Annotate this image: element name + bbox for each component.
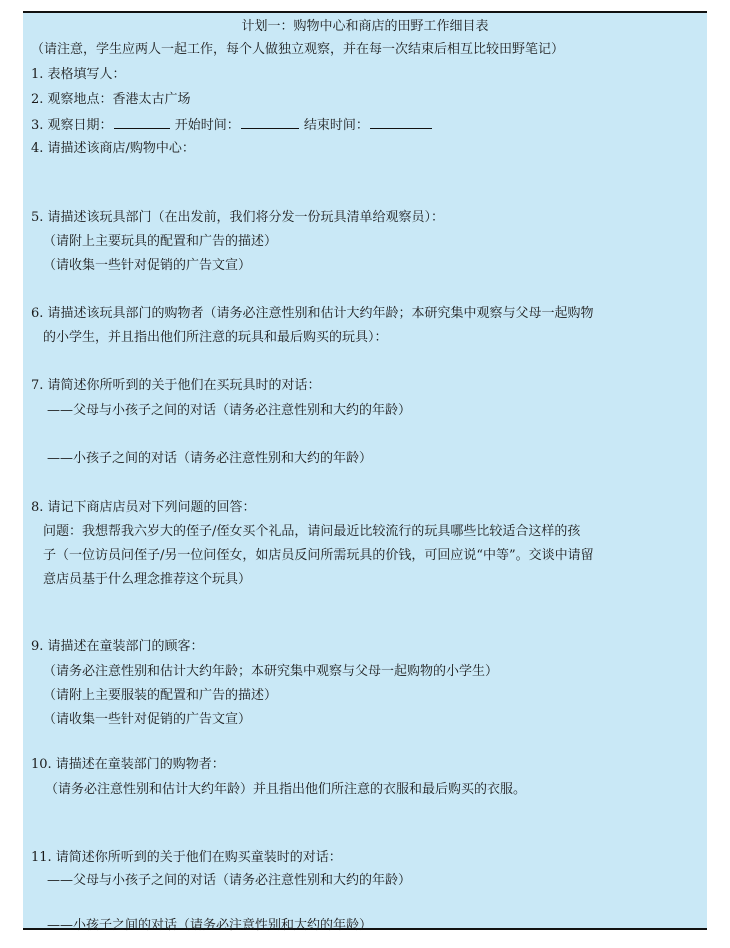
item-5-sub-2: （请收集一些针对促销的广告文宣） bbox=[43, 258, 252, 273]
item-8-line-1: 问题：我想帮我六岁大的侄子/侄女买个礼品，请问最近比较流行的玩具哪些比较适合这样的孩 bbox=[43, 524, 581, 539]
item-4-store: 4. 请描述该商店/购物中心： bbox=[31, 141, 195, 156]
item-8-clerk: 8. 请记下商店店员对下列问题的回答： bbox=[31, 500, 256, 515]
item-11-sub-2: ——小孩子之间的对话（请务必注意性别和大约的年龄） bbox=[47, 918, 373, 933]
item-11-sub-1: ——父母与小孩子之间的对话（请务必注意性别和大约的年龄） bbox=[47, 873, 412, 888]
worksheet-title: 计划一：购物中心和商店的田野工作细目表 bbox=[241, 19, 489, 34]
item-9-sub-3: （请收集一些针对促销的广告文宣） bbox=[43, 712, 252, 727]
item-7-sub-2: ——小孩子之间的对话（请务必注意性别和大约的年龄） bbox=[47, 451, 373, 466]
item-1-filler: 1. 表格填写人： bbox=[31, 67, 126, 82]
worksheet-panel bbox=[23, 11, 707, 933]
item-2-location: 2. 观察地点：香港太古广场 bbox=[31, 92, 191, 107]
item-10-shoppers: 10. 请描述在童装部门的购物者： bbox=[31, 757, 225, 772]
item-9-kids-clothing: 9. 请描述在童装部门的顾客： bbox=[31, 639, 204, 654]
item-11-dialogue: 11. 请简述你所听到的关于他们在购买童装时的对话： bbox=[31, 850, 342, 865]
start-time-label: 开始时间： bbox=[174, 118, 240, 133]
item-6-line-1: 6. 请描述该玩具部门的购物者（请务必注意性别和估计大约年龄；本研究集中观察与父母一起购物 bbox=[31, 306, 594, 321]
end-time-label: 结束时间： bbox=[303, 118, 369, 133]
item-5-toy-dept: 5. 请描述该玩具部门（在出发前，我们将分发一份玩具清单给观察员）： bbox=[31, 210, 445, 225]
item-9-sub-1: （请务必注意性别和估计大约年龄；本研究集中观察与父母一起购物的小学生） bbox=[43, 664, 499, 679]
item-8-line-2: 子（一位访员问侄子/另一位问侄女，如店员反问所需玩具的价钱，可回应说“中等”。交谈中请留 bbox=[43, 548, 594, 563]
item-8-line-3: 意店员基于什么理念推荐这个玩具） bbox=[43, 572, 252, 587]
worksheet-note: （请注意，学生应两人一起工作，每个人做独立观察，并在每一次结束后相互比较田野笔记） bbox=[31, 42, 565, 57]
item-7-sub-1: ——父母与小孩子之间的对话（请务必注意性别和大约的年龄） bbox=[47, 403, 412, 418]
end-time-blank bbox=[370, 116, 432, 129]
item-5-sub-1: （请附上主要玩具的配置和广告的描述） bbox=[43, 234, 278, 249]
item-3-date-time bbox=[31, 116, 433, 135]
item-7-dialogue: 7. 请简述你所听到的关于他们在买玩具时的对话： bbox=[31, 378, 321, 393]
item-6-line-2: 的小学生，并且指出他们所注意的玩具和最后购买的玩具）： bbox=[43, 330, 388, 345]
item-10-sub-1: （请务必注意性别和估计大约年龄）并且指出他们所注意的衣服和最后购买的衣服。 bbox=[45, 782, 527, 797]
date-label: 3. 观察日期： bbox=[31, 118, 113, 133]
date-blank bbox=[114, 116, 170, 129]
start-time-blank bbox=[241, 116, 299, 129]
item-9-sub-2: （请附上主要服装的配置和广告的描述） bbox=[43, 688, 278, 703]
